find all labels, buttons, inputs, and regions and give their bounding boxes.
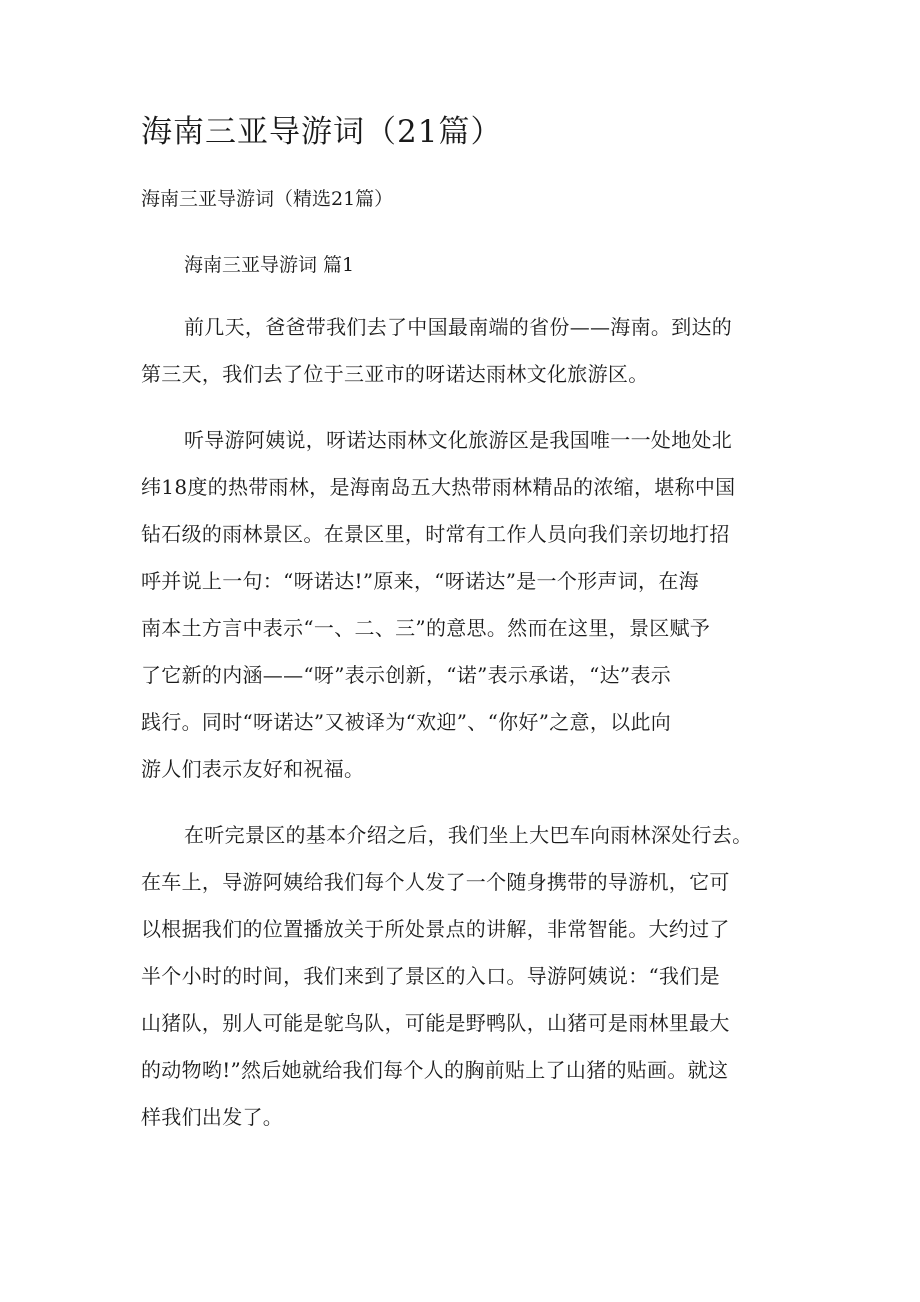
paragraph-line: 半个小时的时间，我们来到了景区的入口。导游阿姨说：“我们是 — [141, 964, 720, 988]
paragraph-line: 在车上，导游阿姨给我们每个人发了一个随身携带的导游机，它可 — [141, 870, 730, 894]
paragraph-line: 山猪队，别人可能是鸵鸟队，可能是野鸭队，山猪可是雨林里最大 — [141, 1011, 730, 1035]
paragraph-line: 践行。同时“呀诺达”又被译为“欢迎”、“你好”之意，以此向 — [141, 710, 672, 734]
document-title: 海南三亚导游词（21篇） — [141, 114, 503, 150]
paragraph-line: 样我们出发了。 — [141, 1105, 284, 1129]
document-subtitle: 海南三亚导游词（精选21篇） — [141, 188, 394, 210]
paragraph-line: 以根据我们的位置播放关于所处景点的讲解，非常智能。大约过了 — [141, 917, 730, 941]
paragraph-line: 听导游阿姨说，呀诺达雨林文化旅游区是我国唯一一处地处北 — [184, 428, 733, 452]
paragraph-line: 了它新的内涵——“呀”表示创新，“诺”表示承诺，“达”表示 — [141, 663, 672, 687]
paragraph-line: 游人们表示友好和祝福。 — [141, 757, 365, 781]
section-heading: 海南三亚导游词 篇1 — [184, 254, 355, 276]
paragraph-line: 在听完景区的基本介绍之后，我们坐上大巴车向雨林深处行去。 — [184, 823, 753, 847]
paragraph-line: 第三天，我们去了位于三亚市的呀诺达雨林文化旅游区。 — [141, 362, 649, 386]
paragraph-line: 前几天，爸爸带我们去了中国最南端的省份——海南。到达的 — [184, 315, 733, 339]
paragraph-line: 钻石级的雨林景区。在景区里，时常有工作人员向我们亲切地打招 — [141, 522, 730, 546]
paragraph-line: 南本土方言中表示“一、二、三”的意思。然而在这里，景区赋予 — [141, 616, 711, 640]
paragraph-line: 呼并说上一句：“呀诺达!”原来，“呀诺达”是一个形声词，在海 — [141, 569, 699, 593]
paragraph-line: 纬18度的热带雨林，是海南岛五大热带雨林精品的浓缩，堪称中国 — [141, 475, 736, 499]
paragraph-line: 的动物哟!”然后她就给我们每个人的胸前贴上了山猪的贴画。就这 — [141, 1058, 729, 1082]
